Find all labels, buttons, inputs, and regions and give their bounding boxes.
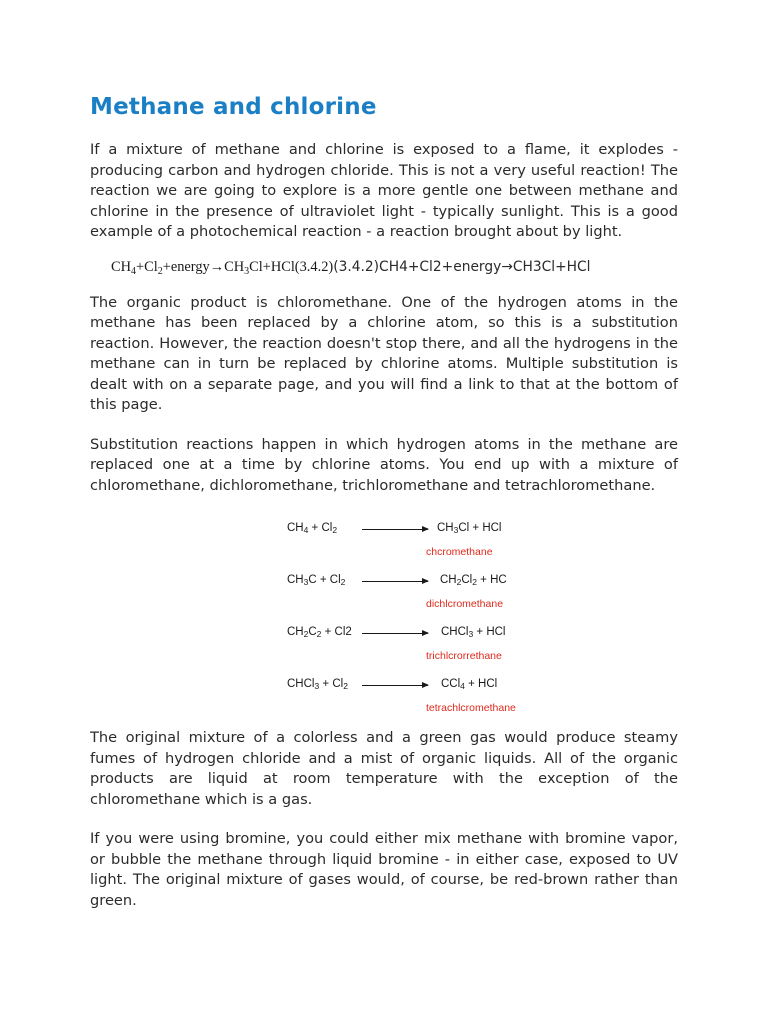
reaction-arrow-icon xyxy=(362,529,428,530)
product-name-label: tetrachlcromethane xyxy=(426,702,516,714)
formula-text: Cl + HCl xyxy=(458,522,502,534)
formula-text: C + Cl xyxy=(308,574,341,586)
formula-text: CCl xyxy=(441,678,461,690)
substitution-scheme xyxy=(90,516,678,716)
scheme-reactants xyxy=(287,626,352,638)
formula-text: CHCl xyxy=(441,626,469,638)
formula-subscript: 4 xyxy=(303,525,309,535)
formula-text: CH xyxy=(437,522,454,534)
formula-subscript: 2 xyxy=(316,629,322,639)
formula-text: + Cl2 xyxy=(321,626,352,638)
formula-text: CH xyxy=(287,522,304,534)
formula-text: + Cl xyxy=(308,522,333,534)
scheme-products xyxy=(441,678,497,690)
scheme-products xyxy=(437,522,502,534)
reaction-arrow-icon xyxy=(362,581,428,582)
formula-subscript: 3 xyxy=(314,681,320,691)
formula-text: + Cl xyxy=(319,678,344,690)
scheme-reactants xyxy=(287,574,345,586)
formula-subscript: 3 xyxy=(468,629,474,639)
reaction-arrow-icon xyxy=(362,633,428,634)
equation-part: +energy→CH xyxy=(162,258,245,275)
substitution-paragraph: Substitution reactions happen in which hydrogen atoms in the methane are replaced one at a time by chlorine atoms. You end up with a mixture of chloromethane, dichloromethane, trichloromethane and tetrachloromethane. xyxy=(90,435,678,494)
formula-text: + HCl xyxy=(473,626,506,638)
equation-subscript: 2 xyxy=(157,265,163,277)
formula-subscript: 2 xyxy=(472,577,477,587)
scheme-row xyxy=(90,522,678,544)
equation-part: CH xyxy=(111,258,131,275)
reaction-arrow-icon xyxy=(362,685,428,686)
scheme-products xyxy=(440,574,507,586)
formula-subscript: 2 xyxy=(340,577,346,587)
formula-subscript: 2 xyxy=(343,681,348,691)
scheme-reactants xyxy=(287,678,348,690)
bromine-paragraph: If you were using bromine, you could either mix methane with bromine vapor, or bubble the methane through liquid bromine - in either case, exposed to UV light. The original mixture of gases would, of course, be red-brown rather than green. xyxy=(90,830,678,909)
formula-text: CH xyxy=(287,574,304,586)
intro-paragraph: If a mixture of methane and chlorine is exposed to a flame, it explodes - producing carbon and hydrogen chloride. This is not a very useful reaction! The reaction we are going to explore is a more gentle one between methane and chlorine in the presence of ultraviolet light - typically sunlight. This is a good example of a photochemical reaction - a reaction brought about by light. xyxy=(90,141,678,240)
formula-subscript: 2 xyxy=(332,525,338,535)
observations-paragraph: The original mixture of a colorless and a green gas would produce steamy fumes of hydrogen chloride and a mist of organic liquids. All of the organic products are liquid at room temperature with the exception of the chloromethane which is a gas. xyxy=(90,729,678,808)
scheme-reactants xyxy=(287,522,337,534)
formula-subscript: 2 xyxy=(456,577,462,587)
equation-subscript: 3 xyxy=(244,265,250,277)
formula-text: CHCl xyxy=(287,678,315,690)
page-title: Methane and chlorine xyxy=(90,94,377,120)
formula-text: + HCl xyxy=(464,678,498,690)
scheme-products xyxy=(441,626,506,638)
equation-subscript: 4 xyxy=(131,265,136,277)
equation-plain-text: (3.4.2)CH4+Cl2+energy→CH3Cl+HCl xyxy=(333,258,591,275)
scheme-row xyxy=(90,678,678,700)
scheme-row xyxy=(90,626,678,648)
product-name-label: dichlcromethane xyxy=(426,598,504,610)
product-paragraph: The organic product is chloromethane. One of the hydrogen atoms in the methane has been replaced by a chlorine atom, so this is a substitution reaction. However, the reaction doesn't stop there, and all the hydrogens in the methane can in turn be replaced by chlorine atoms. Multiple substitution is dealt with on a separate page, and you will find a link to that at the bottom of this page. xyxy=(90,293,678,413)
article xyxy=(90,90,678,911)
equation-part: +Cl xyxy=(136,258,158,275)
formula-text: + HC xyxy=(476,574,507,586)
formula-text: CH xyxy=(440,574,457,586)
formula-subscript: 3 xyxy=(453,525,459,535)
formula-text: Cl xyxy=(461,574,473,586)
formula-subscript: 4 xyxy=(460,681,465,691)
formula-subscript: 3 xyxy=(303,577,309,587)
reaction-equation xyxy=(90,257,678,277)
formula-text: C xyxy=(308,626,317,638)
equation-part: Cl+HCl(3.4.2) xyxy=(249,258,334,275)
formula-subscript: 2 xyxy=(303,629,309,639)
product-name-label: chcromethane xyxy=(426,546,493,558)
formula-text: CH xyxy=(287,626,304,638)
scheme-row xyxy=(90,574,678,596)
product-name-label: trichlcrorrethane xyxy=(426,650,502,662)
